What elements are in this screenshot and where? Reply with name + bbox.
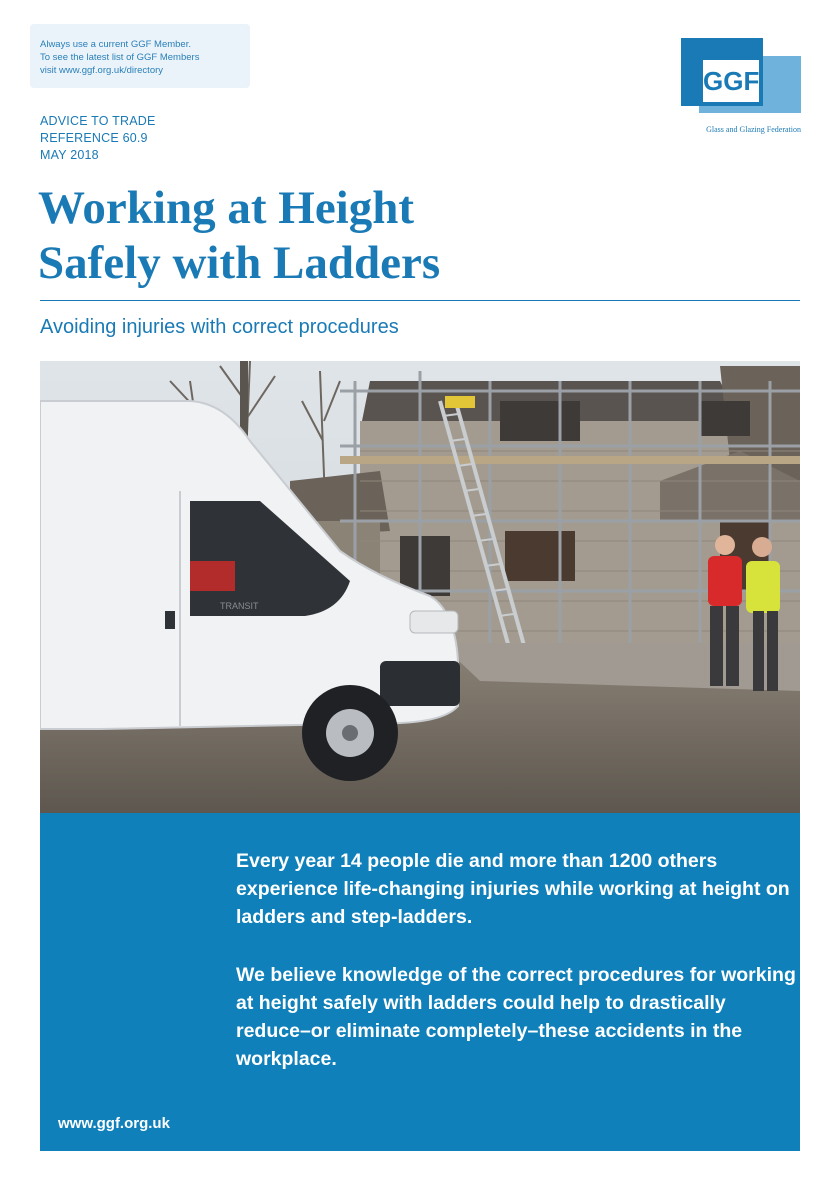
member-notice-line2: To see the latest list of GGF Members: [40, 52, 200, 63]
page-subtitle: Avoiding injuries with correct procedures: [40, 316, 399, 338]
intro-paragraph-2: We believe knowledge of the correct procedures for working at height safely with ladders could help to drastically reduce–or eliminate completely–these accidents in the workplace.: [236, 964, 796, 1070]
logo-text: GGF: [703, 66, 760, 96]
ggf-logo: [681, 38, 801, 138]
member-notice-line3: visit www.ggf.org.uk/directory: [40, 65, 164, 76]
logo-tagline: Glass and Glazing Federation: [706, 125, 801, 134]
van-badge: TRANSIT: [220, 601, 259, 611]
member-notice: [30, 24, 250, 88]
page-title-line2: Safely with Ladders: [38, 237, 441, 289]
intro-paragraph-1: Every year 14 people die and more than 1200 others experience life-changing injuries while working at height on ladders and step-ladders.: [236, 850, 790, 928]
title-divider: [40, 300, 800, 301]
cover-photo: [40, 361, 800, 813]
website-link[interactable]: www.ggf.org.uk: [58, 1115, 170, 1132]
document-date: MAY 2018: [40, 148, 99, 162]
intro-panel: [40, 813, 800, 1151]
member-notice-line1: Always use a current GGF Member.: [40, 39, 191, 50]
page-title-line1: Working at Height: [38, 182, 415, 234]
document-category: ADVICE TO TRADE: [40, 114, 156, 128]
document-reference: REFERENCE 60.9: [40, 131, 148, 145]
